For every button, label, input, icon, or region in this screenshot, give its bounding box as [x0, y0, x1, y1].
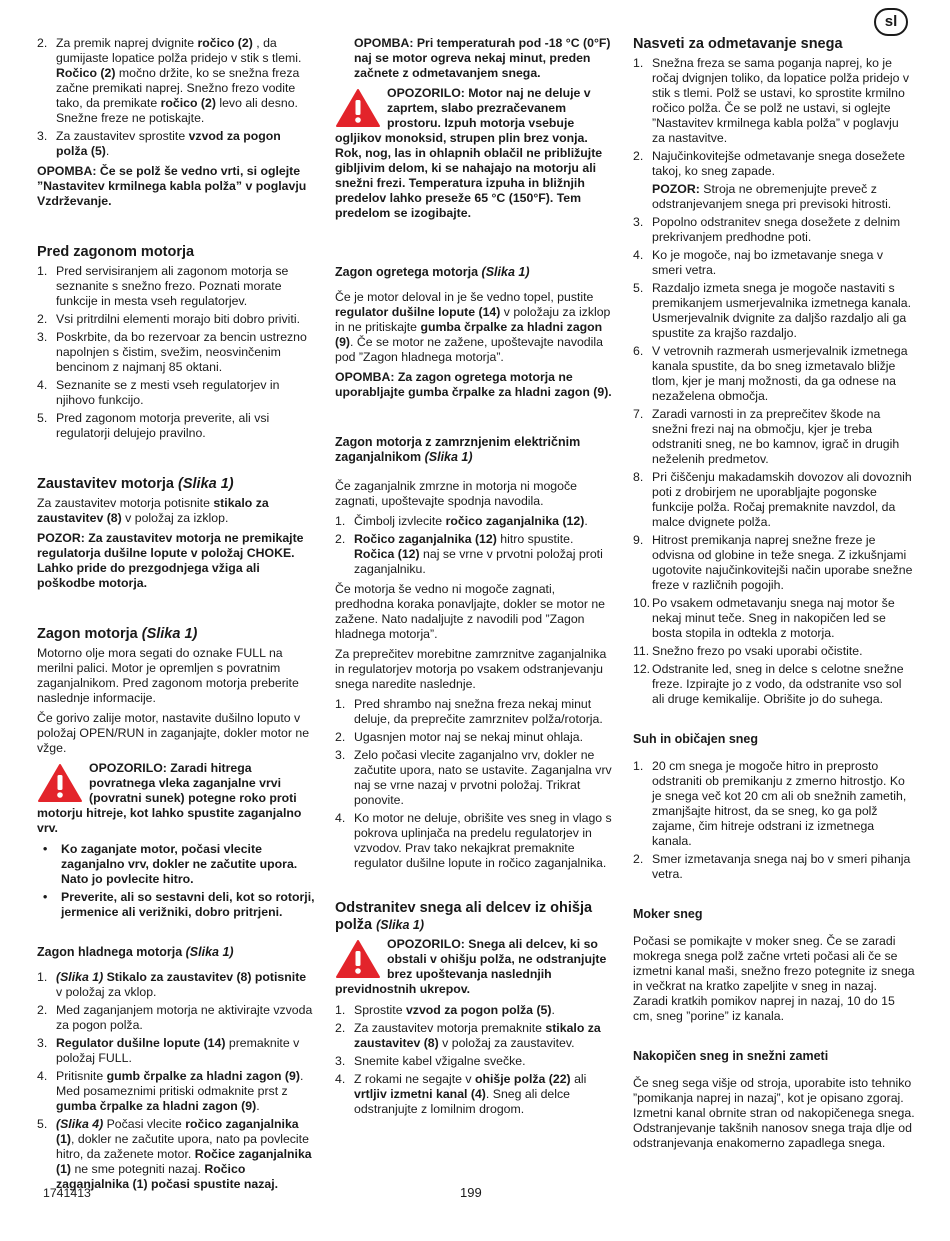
numbered-list	[335, 697, 615, 871]
list-number: 3.	[335, 748, 346, 762]
list-text: Snežno frezo po vsaki uporabi očistite.	[652, 644, 863, 658]
numbered-list	[335, 1003, 615, 1117]
list-item	[633, 852, 915, 882]
numbered-list	[37, 36, 315, 159]
list-item	[37, 1117, 315, 1192]
list-item	[335, 1021, 615, 1051]
paragraph: Če motorja še vedno ni mogoče zagnati, predhodna koraka ponavljajte, dokler se motor ne zažene. Nato nadaljujte z navodili pod ”Zagon hladnega motorja”.	[335, 582, 606, 641]
list-item	[633, 759, 915, 849]
list-number: 3.	[335, 1054, 346, 1068]
numbered-list	[37, 264, 315, 441]
list-number: 2.	[335, 532, 346, 546]
list-item	[335, 1072, 615, 1117]
list-number: 1.	[633, 759, 644, 773]
section-heading: Nakopičen sneg in snežni zameti	[633, 1049, 829, 1063]
paragraph: Za preprečitev morebitne zamrznitve zaganjalnika in regulatorjev motorja po vsakem odstranjevanju snega naredite naslednje.	[335, 647, 607, 691]
list-number: 4.	[633, 248, 644, 262]
section-heading: Zagon hladnega motorja (Slika 1)	[37, 945, 234, 959]
list-item	[335, 697, 615, 727]
list-item	[633, 149, 915, 212]
column-middle	[335, 36, 615, 1122]
list-number: 2.	[37, 312, 48, 326]
list-text: Med zaganjanjem motorja ne aktivirajte vzvoda za pogon polža.	[56, 1003, 313, 1032]
numbered-list	[633, 56, 915, 707]
list-text: Odstranite led, sneg in delce s celotne snežne freze. Izpirajte jo z vodo, da odstranite vso sol ali druge kemikalije. Obrišite jo do suhega.	[652, 662, 904, 706]
list-item	[335, 748, 615, 808]
list-item	[335, 1054, 615, 1069]
list-item	[633, 281, 915, 341]
list-item	[37, 264, 315, 309]
list-item: • Ko zaganjate motor, počasi vlecite zaganjalno vrv, dokler ne začutite upora. Nato jo povlecite hitro.	[43, 842, 298, 886]
list-item	[335, 532, 615, 577]
list-text: V vetrovnih razmerah usmerjevalnik izmetnega kanala spustite, da bo sneg izmetavalo bližje tlom, kjer je manj možnosti, da ga odnese na nezaželena območja.	[652, 344, 908, 403]
list-text: Pred shrambo naj snežna freza nekaj minut deluje, da preprečite zamrznitev polža/rotorja.	[354, 697, 603, 726]
numbered-list	[335, 514, 615, 577]
list-number: 5.	[37, 411, 48, 425]
paragraph: Počasi se pomikajte v moker sneg. Če se zaradi mokrega snega polž začne vrteti počasi ali če se izmetni kanal maši, snežno frezo potegnite iz snega in večkrat na kratko zapeljite v sneg in nazaj. Zaradi kratkih pomikov naprej in nazaj, 10 do 15 cm, sneg ”porine” iz kanala.	[633, 934, 915, 1023]
list-item: • Preverite, ali so sestavni deli, kot so rotorji, jermenice ali verižniki, dobro pritrjeni.	[43, 890, 315, 919]
list-text: Hitrost premikanja naprej snežne freze je odvisna od globine in teže snega. Z izkušnjami ugotovite najučinkovitejši način uporabe snežne freze v različnih pogojih.	[652, 533, 913, 592]
list-item	[633, 56, 915, 146]
list-number: 7.	[633, 407, 644, 421]
list-text: Pritisnite gumb črpalke za hladni zagon (9). Med posameznimi pritiski odmaknite prst z gumba črpalke za hladni zagon (9).	[56, 1069, 304, 1113]
list-item	[633, 470, 915, 530]
section-heading: Moker sneg	[633, 907, 703, 921]
list-item	[633, 533, 915, 593]
section-heading: Odstranitev snega ali delcev iz ohišja polža (Slika 1)	[335, 900, 593, 933]
list-text: Ko je mogoče, naj bo izmetavanje snega v smeri vetra.	[652, 248, 884, 277]
list-number: 12.	[633, 662, 651, 676]
section-heading: Pred zagonom motorja	[37, 244, 195, 260]
document-number: 1741413	[43, 1186, 91, 1200]
note: OPOMBA: Pri temperaturah pod -18 °C (0°F) naj se motor ogreva nekaj minut, preden začnete z odmetavanjem snega.	[354, 36, 611, 80]
paragraph: Motorno olje mora segati do oznake FULL na merilni palici. Motor je opremljen s povratnim zaganjalnikom. Pred zagonom motorja preberite naslednje informacije.	[37, 646, 299, 705]
list-item	[37, 330, 315, 375]
numbered-list	[37, 970, 315, 1192]
list-item	[633, 407, 915, 467]
warning-triangle-icon	[37, 763, 83, 803]
list-number: 1.	[335, 1003, 346, 1017]
list-text: Ugasnjen motor naj se nekaj minut ohlaja.	[354, 730, 583, 744]
list-text: Snemite kabel vžigalne svečke.	[354, 1054, 526, 1068]
list-number: 4.	[37, 1069, 48, 1083]
list-item	[633, 215, 915, 245]
list-text: Za premik naprej dvignite ročico (2) , da gumijaste lopatice polža pridejo v stik s tlemi. Ročico (2) močno držite, ko se snežna freza začne premikati naprej. Snežno frezo vodite tako, da premikate ročico (2) levo ali desno. Snežne freze ne potiskajte.	[56, 36, 302, 125]
list-item	[37, 1036, 315, 1066]
list-item	[37, 36, 315, 126]
list-text: Seznanite se z mesti vseh regulatorjev in njihovo funkcijo.	[56, 378, 280, 407]
list-text: Smer izmetavanja snega naj bo v smeri pihanja vetra.	[652, 852, 911, 881]
list-item	[633, 596, 915, 641]
list-text: Pri čiščenju makadamskih dovozov ali dovoznih poti z drobirjem ne uporabljajte pogonske funkcije polža. Ročaj premaknite navzdol, da malce dvignete polža.	[652, 470, 912, 529]
list-item	[633, 344, 915, 404]
list-text: Razdaljo izmeta snega je mogoče nastaviti s premikanjem usmerjevalnika izmetnega kanala. Usmerjevalnik dvignite za daljšo razdaljo ali ga spustite za krajšo razdaljo.	[652, 281, 912, 340]
section-heading: Zaustavitev motorja (Slika 1)	[37, 476, 234, 492]
list-number: 1.	[335, 697, 346, 711]
page-number: 199	[460, 1185, 482, 1200]
list-number: 1.	[37, 970, 48, 984]
list-number: 4.	[335, 811, 346, 825]
paragraph: Če je motor deloval in je še vedno topel, pustite regulator dušilne lopute (14) v položaju za izklop in ne pritiskajte gumba črpalke za hladni zagon (9). Če se motor ne zažene, upoštevajte navodila pod ”Zagon hladnega motorja”.	[335, 290, 611, 364]
list-text: Pred zagonom motorja preverite, ali vsi regulatorji delujejo pravilno.	[56, 411, 270, 440]
list-item	[335, 514, 615, 529]
list-text: Poskrbite, da bo rezervoar za bencin ustrezno napolnjen s čistim, svežim, neosvinčenim bencinom z najmanj 85 oktani.	[56, 330, 307, 374]
list-item	[633, 248, 915, 278]
list-number: 11.	[633, 644, 650, 658]
list-text: Zaradi varnosti in za preprečitev škode na snežni frezi naj na območju, kjer je treba odstraniti sneg, ne bo kamnov, igrač in drugih neželenih predmetov.	[652, 407, 900, 466]
list-item	[37, 129, 315, 159]
warning-triangle-icon	[335, 939, 381, 979]
list-number: 1.	[335, 514, 346, 528]
list-text: Sprostite vzvod za pogon polža (5).	[354, 1003, 555, 1017]
section-heading: Nasveti za odmetavanje snega	[633, 36, 843, 52]
list-text: Vsi pritrdilni elementi morajo biti dobro priviti.	[56, 312, 300, 326]
list-text: Regulator dušilne lopute (14) premaknite v položaj FULL.	[56, 1036, 300, 1065]
warning-block: OPOZORILO: Motor naj ne deluje v zaprtem, slabo prezračevanem prostoru. Izpuh motorja vsebuje ogljikov monoksid, strupen plin brez vonja. Rok, nog, las in ohlapnih oblačil ne približujte gibljivim delom, ki se nahajajo na motorju ali snežni frezi. Temperatura izpuha in bližnjih predelov lahko preseže 65 °C (150°F). Tem predelom se izogibajte.	[335, 86, 603, 220]
list-text: Ko motor ne deluje, obrišite ves sneg in vlago s pokrova uplinjača na predelu regulatorjev in vzvodov. Prav tako nekajkrat premaknite regulator dušilne lopute in ročico zaganjalnika.	[354, 811, 612, 870]
list-item	[335, 1003, 615, 1018]
list-number: 1.	[37, 264, 48, 278]
section-heading: Zagon motorja (Slika 1)	[37, 626, 198, 642]
list-text: Čimbolj izvlecite ročico zaganjalnika (12).	[354, 514, 588, 528]
section-heading: Zagon motorja z zamrznjenim električnim zaganjalnikom (Slika 1)	[335, 435, 581, 464]
list-number: 3.	[37, 330, 48, 344]
list-item	[335, 811, 615, 871]
warning-block: OPOZORILO: Snega ali delcev, ki so obstali v ohišju polža, ne odstranjujte brez upoštevanja naslednjih previdnostnih ukrepov.	[335, 937, 607, 996]
paragraph: Če zaganjalnik zmrzne in motorja ni mogoče zagnati, upoštevajte spodnja navodila.	[335, 479, 577, 508]
list-number: 1.	[633, 56, 644, 70]
list-number: 2.	[335, 1021, 346, 1035]
list-number: 2.	[37, 36, 48, 50]
list-number: 4.	[37, 378, 48, 392]
note: OPOMBA: Za zagon ogretega motorja ne uporabljajte gumba črpalke za hladni zagon (9).	[335, 370, 612, 399]
list-item	[633, 662, 915, 707]
list-item	[633, 644, 915, 659]
list-number: 3.	[37, 1036, 48, 1050]
paragraph: Če gorivo zalije motor, nastavite dušilno loputo v položaj OPEN/RUN in zaganjajte, dokler motor ne vžge.	[37, 711, 310, 755]
list-item	[37, 411, 315, 441]
list-number: 9.	[633, 533, 644, 547]
section-heading: Zagon ogretega motorja (Slika 1)	[335, 265, 530, 279]
list-number: 4.	[335, 1072, 346, 1086]
warning-block: OPOZORILO: Zaradi hitrega povratnega vleka zaganjalne vrvi (povratni sunek) potegne roko proti motorju hitreje, kot lahko spustite zaganjalno vrv.	[37, 761, 302, 835]
list-number: 2.	[633, 852, 644, 866]
list-number: 6.	[633, 344, 644, 358]
list-number: 5.	[633, 281, 644, 295]
list-text: Z rokami ne segajte v ohišje polža (22) ali vrtljiv izmetni kanal (4). Sneg ali delce odstranjujte z lomilnim drogom.	[354, 1072, 587, 1116]
numbered-list	[633, 759, 915, 882]
list-number: 2.	[633, 149, 644, 163]
list-item	[37, 312, 315, 327]
list-item	[37, 378, 315, 408]
list-text: 20 cm snega je mogoče hitro in preprosto odstraniti ob premikanju z zmerno hitrostjo. Ko je snega več kot 20 cm ali ob snežnih zametih, zmanjšajte hitrost, da se sneg, ko ga polž zajame, čim hitreje odstrani iz izmetnega kanala.	[652, 759, 907, 848]
column-right	[633, 36, 915, 1156]
list-item	[37, 1069, 315, 1114]
list-text: Snežna freza se sama poganja naprej, ko je ročaj dvignjen toliko, da lopatice polža pridejo v stik s tlemi. Polž se ustavi, ko sprostite krmilno ročico polža. Če se polž ne ustavi, si oglejte ”Nastavitev krmilnega kabla polža” v poglavju za nastavitve.	[652, 56, 910, 145]
section-heading: Suh in običajen sneg	[633, 732, 759, 746]
list-number: 10.	[633, 596, 651, 610]
caution-note: POZOR: Stroja ne obremenjujte preveč z odstranjevanjem snega pri previsoki hitrosti.	[652, 182, 892, 211]
list-item	[335, 730, 615, 745]
column-left	[37, 36, 315, 1197]
list-number: 8.	[633, 470, 644, 484]
list-number: 5.	[37, 1117, 48, 1131]
list-text: Pred servisiranjem ali zagonom motorja se seznanite s snežno frezo. Poznati morate funkcije in mesta vseh regulatorjev.	[56, 264, 289, 308]
list-text: (Slika 1) Stikalo za zaustavitev (8) potisnite v položaj za vklop.	[56, 970, 307, 999]
list-number: 3.	[633, 215, 644, 229]
list-text: Popolno odstranitev snega dosežete z delnim prekrivanjem predhodne poti.	[652, 215, 901, 244]
list-text: (Slika 4) Počasi vlecite ročico zaganjalnika (1), dokler ne začutite upora, nato pa povlecite hitro, da zaženete motor. Ročice zaganjalnika (1) ne sme potegniti nazaj. Ročico zaganjalnika (1) počasi spustite nazaj.	[56, 1117, 312, 1191]
list-item	[37, 970, 315, 1000]
warning-triangle-icon	[335, 88, 381, 128]
list-text: Po vsakem odmetavanju snega naj motor še nekaj minut teče. Sneg in nakopičen led se bosta stopila in odtekla z motorja.	[652, 596, 895, 640]
list-text: Za zaustavitev motorja premaknite stikalo za zaustavitev (8) v položaj za zaustavitev.	[354, 1021, 601, 1050]
note: OPOMBA: Če se polž še vedno vrti, si oglejte ”Nastavitev krmilnega kabla polža” v poglavju Vzdrževanje.	[37, 164, 307, 208]
list-text: Za zaustavitev sprostite vzvod za pogon polža (5).	[56, 129, 281, 158]
language-badge: sl	[874, 8, 908, 36]
list-number: 3.	[37, 129, 48, 143]
list-item	[37, 1003, 315, 1033]
list-number: 2.	[335, 730, 346, 744]
list-number: 2.	[37, 1003, 48, 1017]
list-text: Najučinkovitejše odmetavanje snega dosežete takoj, ko sneg zapade. POZOR: Stroja ne obremenjujte preveč z odstranjevanjem snega pri previsoki hitrosti.	[652, 149, 915, 212]
paragraph: Za zaustavitev motorja potisnite stikalo za zaustavitev (8) v položaj za izklop.	[37, 496, 269, 525]
list-text: Ročico zaganjalnika (12) hitro spustite. Ročica (12) naj se vrne v prvotni položaj proti zaganjalniku.	[354, 532, 603, 576]
caution-note: POZOR: Za zaustavitev motorja ne premikajte regulatorja dušilne lopute v položaj CHOKE. Lahko pride do prezgodnjega vžiga ali poškodbe motorja.	[37, 531, 304, 590]
bullet-list	[37, 842, 315, 920]
list-text: Zelo počasi vlecite zaganjalno vrv, dokler ne začutite upora, nato se ustavite. Zaganjalna vrv naj se vrne nazaj v prvotni položaj. Trikrat ponovite.	[354, 748, 612, 807]
paragraph: Če sneg sega višje od stroja, uporabite isto tehniko ”pomikanja naprej in nazaj”, kot je opisano zgoraj. Izmetni kanal obrnite stran od nakopičenega snega. Odstranjevanje takšnih nanosov snega traja dlje od odstranjevanja enakomerno zapadlega snega.	[633, 1076, 915, 1150]
